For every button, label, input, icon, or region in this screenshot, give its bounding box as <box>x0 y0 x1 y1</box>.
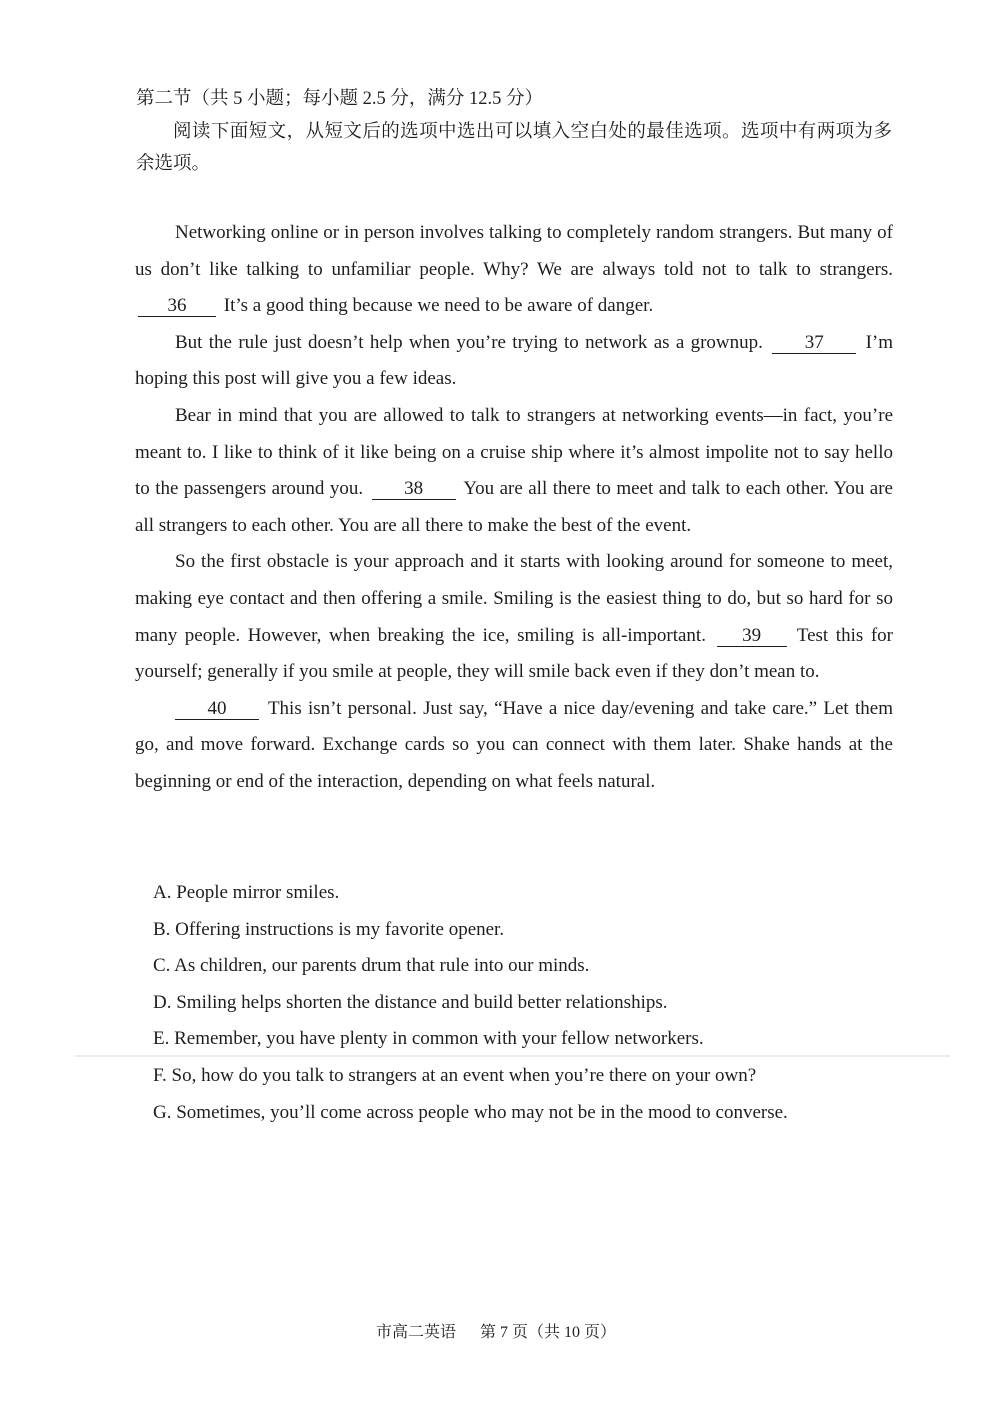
scan-artifact-line <box>75 1055 950 1057</box>
paragraph-text: This isn’t personal. Just say, “Have a nice day/evening and take care.” Let them go, and move forward. Exchange cards so you can connect with them later. Shake hands at the beginning or end of the interaction, depending on what feels natural. <box>135 697 893 792</box>
option-e: E. Remember, you have plenty in common with your fellow networkers. <box>153 1028 704 1050</box>
paragraph-text: Bear in mind that you are allowed to talk to strangers at networking events—in fact, you’re meant to. I like to think of it like being on a cruise ship where it’s almost impolite not to say hello to the passengers around you. <box>135 404 893 500</box>
blank-36: 36 <box>138 295 216 317</box>
passage-paragraph-1 <box>135 215 893 325</box>
blank-39: 39 <box>717 625 787 647</box>
option-f: F. So, how do you talk to strangers at an event when you’re there on your own? <box>153 1064 757 1086</box>
option-d: D. Smiling helps shorten the distance and build better relationships. <box>153 991 668 1013</box>
paragraph-text: You are all there to meet and talk to each other. You are all strangers to each other. You are all there to make the best of the event. <box>135 478 893 536</box>
option-b: B. Offering instructions is my favorite opener. <box>153 918 505 940</box>
passage-paragraph-2 <box>135 325 893 398</box>
blank-40: 40 <box>175 698 259 720</box>
paragraph-text: It’s a good thing because we need to be aware of danger. <box>223 295 654 317</box>
blank-38: 38 <box>372 478 456 500</box>
option-c: C. As children, our parents drum that rule into our minds. <box>153 955 590 977</box>
answer-options <box>153 875 893 1131</box>
footer-subject: 市高二英语 <box>375 1324 456 1341</box>
paragraph-text: Test this for yourself; generally if you smile at people, they will smile back even if they don’t mean to. <box>135 624 894 683</box>
passage-paragraph-3 <box>135 398 893 544</box>
passage-paragraph-5 <box>135 691 893 801</box>
section-heading: 第二节（共 5 小题；每小题 2.5 分，满分 12.5 分） <box>136 89 544 109</box>
paragraph-text: But the rule just doesn’t help when you’re trying to network as a grownup. <box>175 331 763 353</box>
section-instructions: 阅读下面短文，从短文后的选项中选出可以填入空白处的最佳选项。选项中有两项为多余选项。 <box>136 122 892 174</box>
footer-page-number: 第 7 页（共 10 页） <box>480 1324 617 1341</box>
option-a: A. People mirror smiles. <box>153 882 340 903</box>
page-footer <box>0 1322 992 1344</box>
passage-paragraph-4 <box>135 544 893 690</box>
reading-passage <box>135 215 893 801</box>
paragraph-text: I’m hoping this post will give you a few ideas. <box>135 331 893 390</box>
blank-37: 37 <box>772 332 856 354</box>
paragraph-text: So the first obstacle is your approach and it starts with looking around for someone to meet, making eye contact and then offering a smile. Smiling is the easiest thing to do, but so hard for so many people. However, when breaking the ice, smiling is all-important. <box>135 551 893 646</box>
option-g: G. Sometimes, you’ll come across people who may not be in the mood to converse. <box>153 1101 788 1123</box>
paragraph-text: Networking online or in person involves talking to completely random strangers. But many of us don’t like talking to unfamiliar people. Why? We are always told not to talk to strangers. <box>135 222 893 280</box>
